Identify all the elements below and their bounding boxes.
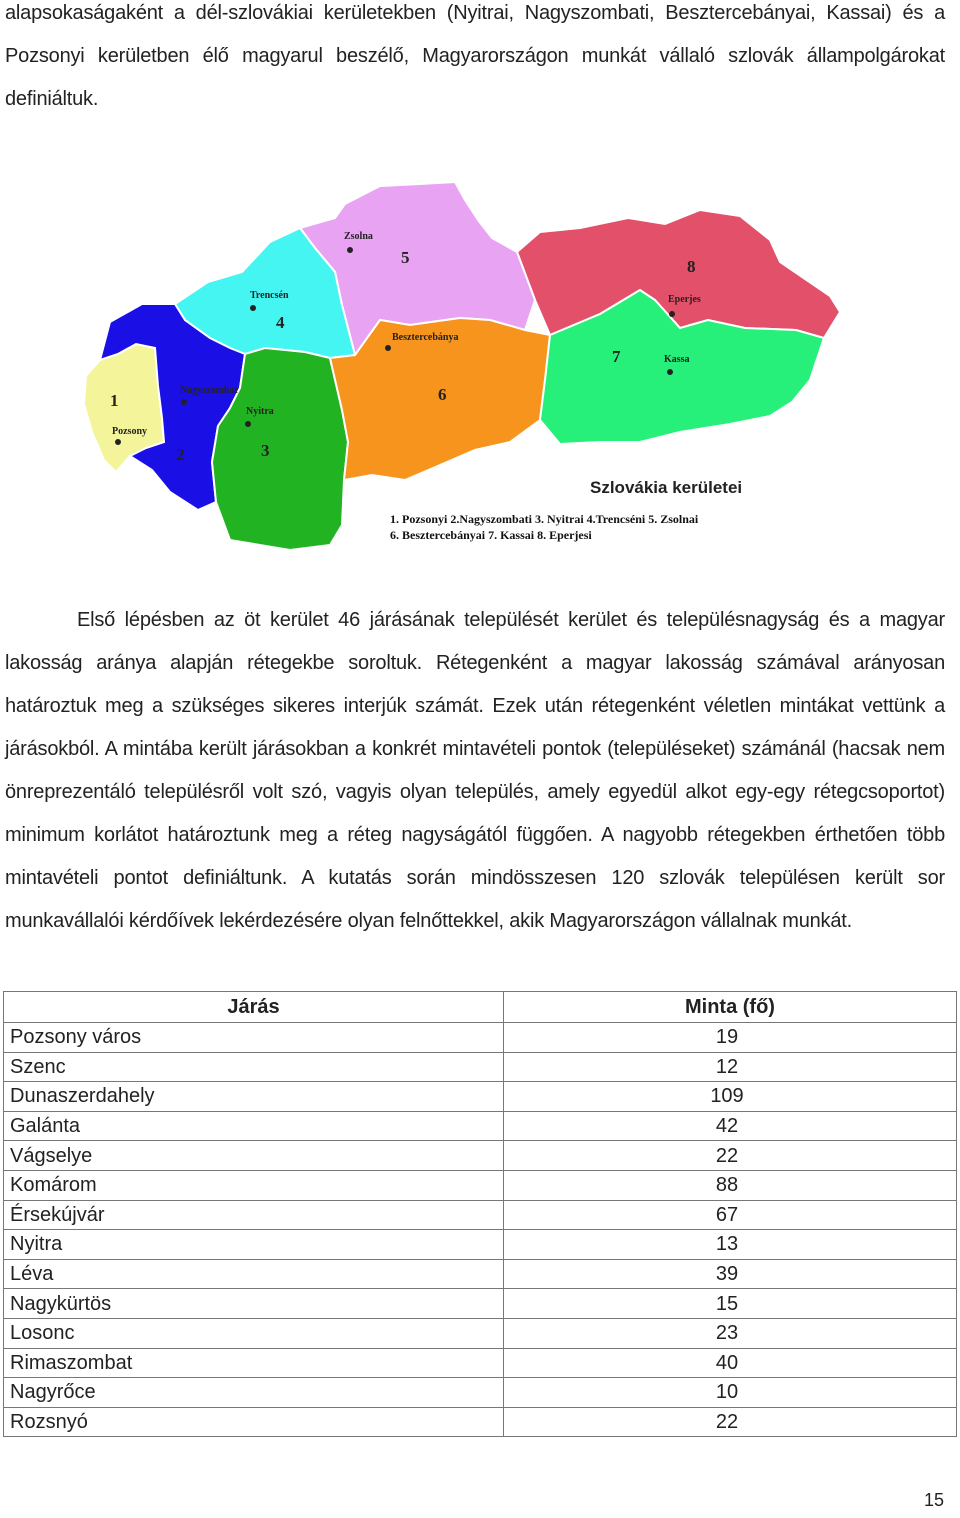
column-header-minta: Minta (fő) (504, 992, 957, 1023)
jaras-cell: Léva (4, 1259, 504, 1289)
jaras-cell: Nyitra (4, 1230, 504, 1260)
city-label-zsolna: Zsolna (344, 231, 373, 242)
minta-cell: 67 (504, 1200, 957, 1230)
table-row (4, 1348, 957, 1378)
map-legend-line-1: 1. Pozsonyi 2.Nagyszombati 3. Nyitrai 4.Trencséni 5. Zsolnai (390, 512, 699, 526)
table-row (4, 1407, 957, 1437)
city-label-kassa: Kassa (664, 354, 690, 365)
jaras-cell: Rimaszombat (4, 1348, 504, 1378)
minta-cell: 109 (504, 1082, 957, 1112)
sample-table (3, 991, 957, 1437)
jaras-cell: Vágselye (4, 1141, 504, 1171)
city-label-pozsony: Pozsony (112, 426, 147, 437)
minta-cell: 13 (504, 1230, 957, 1260)
table-row (4, 1052, 957, 1082)
city-label-eperjes: Eperjes (668, 294, 701, 305)
minta-cell: 39 (504, 1259, 957, 1289)
column-header-jaras: Járás (4, 992, 504, 1023)
jaras-cell: Érsekújvár (4, 1200, 504, 1230)
region-number-1: 1 (110, 391, 119, 410)
method-paragraph: Első lépésben az öt kerület 46 járásának települését kerület és településnagyság és a magyar lakosság aránya alapján rétegekbe soroltuk. Rétegenként a magyar lakosság számával arányosan határoztuk meg a szükséges sikeres interjúk számát. Ezek után rétegenként véletlen mintákat vettünk a járásokból. A mintába került járásokban a konkrét mintavételi pontok (településeket) számánál (hacsak nem önreprezentáló településről volt szó, vagyis olyan település, amely egyedül alkot egy-egy rétegcsoportot) minimum korlátot határoztunk meg a réteg nagyságától függően. A nagyobb rétegekben érthetően több mintavételi pontot definiáltunk. A kutatás során mindösszesen 120 szlovák településen került sor munkavállalói kérdőívek lekérdezésére olyan felnőttekkel, akik Magyarországon vállalnak munkát. (5, 609, 945, 932)
city-label-nagyszombat: Nagyszombat (180, 385, 238, 396)
jaras-cell: Komárom (4, 1170, 504, 1200)
region-number-2: 2 (176, 445, 185, 464)
jaras-cell: Losonc (4, 1318, 504, 1348)
region-number-4: 4 (276, 313, 285, 332)
table-row (4, 1259, 957, 1289)
jaras-cell: Pozsony város (4, 1023, 504, 1053)
jaras-cell: Dunaszerdahely (4, 1082, 504, 1112)
jaras-cell: Szenc (4, 1052, 504, 1082)
minta-cell: 40 (504, 1348, 957, 1378)
region-number-3: 3 (261, 441, 270, 460)
slovakia-regions-map (80, 180, 850, 550)
region-number-5: 5 (401, 248, 410, 267)
table-row (4, 1289, 957, 1319)
city-label-trencsen: Trencsén (250, 290, 289, 301)
jaras-cell: Nagykürtös (4, 1289, 504, 1319)
minta-cell: 15 (504, 1289, 957, 1319)
table-row (4, 1170, 957, 1200)
table-row (4, 1318, 957, 1348)
region-8-shape (517, 210, 840, 338)
minta-cell: 23 (504, 1318, 957, 1348)
region-number-6: 6 (438, 385, 447, 404)
table-row (4, 1082, 957, 1112)
table-header-row (4, 992, 957, 1023)
city-label-besztercebanya: Besztercebánya (392, 332, 459, 343)
minta-cell: 22 (504, 1407, 957, 1437)
table-row (4, 1200, 957, 1230)
table-row (4, 1111, 957, 1141)
minta-cell: 88 (504, 1170, 957, 1200)
minta-cell: 22 (504, 1141, 957, 1171)
region-number-8: 8 (687, 257, 696, 276)
table-row (4, 1141, 957, 1171)
city-label-nyitra: Nyitra (246, 406, 274, 417)
map-title: Szlovákia kerületei (590, 478, 743, 497)
page-number: 15 (923, 1490, 944, 1510)
table-row (4, 1023, 957, 1053)
map-legend-line-2: 6. Besztercebányai 7. Kassai 8. Eperjesi (390, 528, 592, 542)
jaras-cell: Galánta (4, 1111, 504, 1141)
intro-paragraph: alapsokaságaként a dél-szlovákiai kerületekben (Nyitrai, Nagyszombati, Besztercebányai, Kassai) és a Pozsonyi kerületben élő magyarul beszélő, Magyarországon munkát vállaló szlovák állampolgárokat definiáltuk. (5, 2, 945, 110)
minta-cell: 42 (504, 1111, 957, 1141)
minta-cell: 19 (504, 1023, 957, 1053)
minta-cell: 12 (504, 1052, 957, 1082)
jaras-cell: Rozsnyó (4, 1407, 504, 1437)
table-row (4, 1378, 957, 1408)
table-row (4, 1230, 957, 1260)
minta-cell: 10 (504, 1378, 957, 1408)
jaras-cell: Nagyrőce (4, 1378, 504, 1408)
region-number-7: 7 (612, 347, 621, 366)
